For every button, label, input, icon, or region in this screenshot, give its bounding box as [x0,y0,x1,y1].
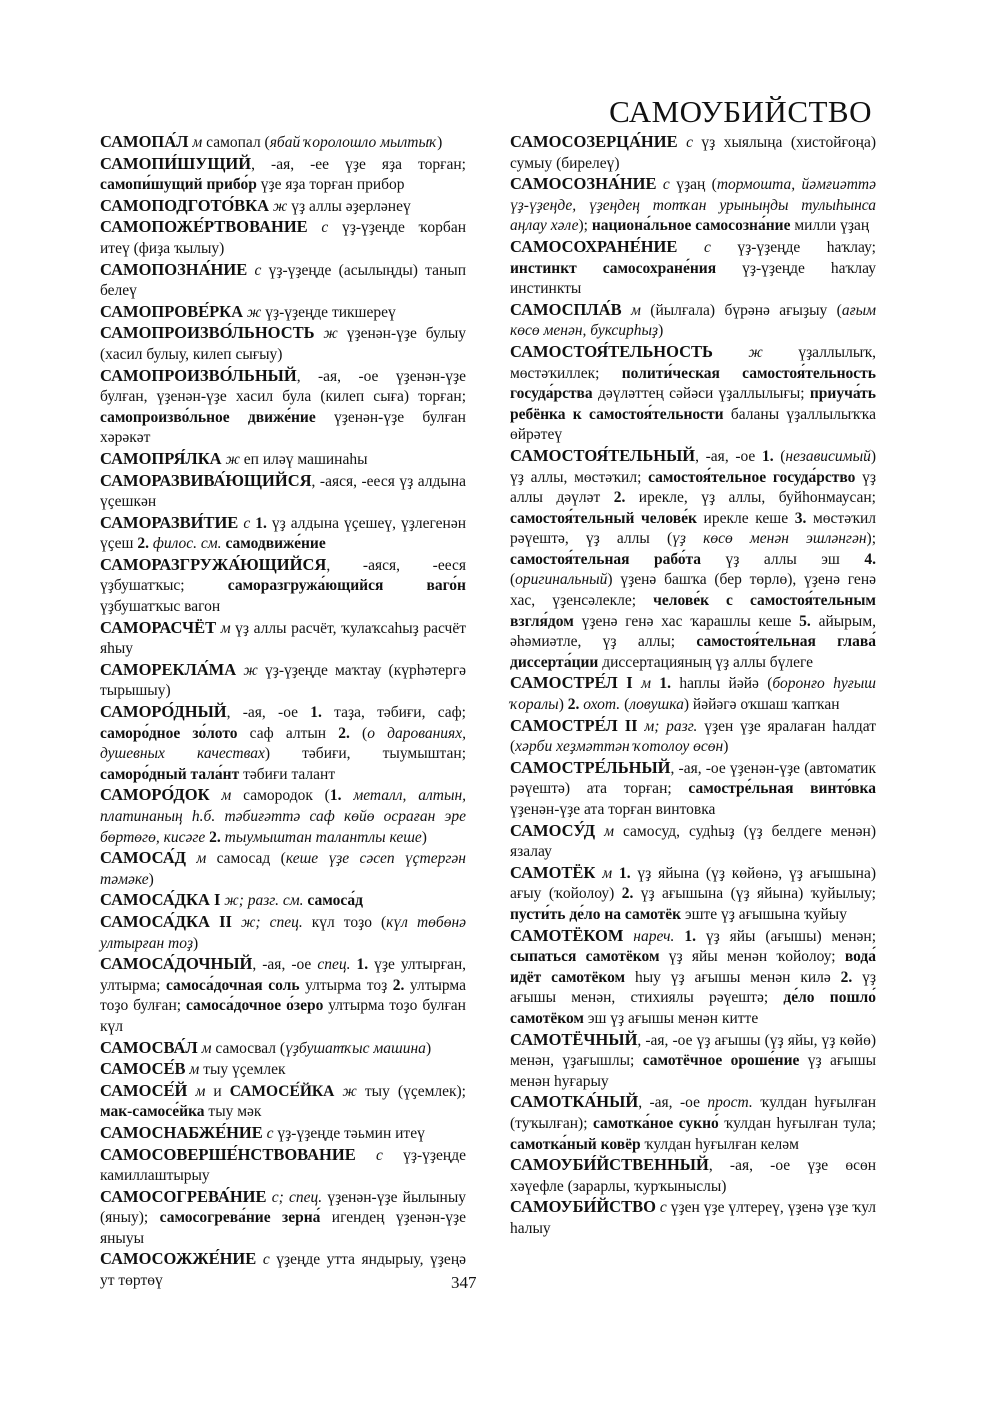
headword: САМОПОЗНА́НИЕ [100,259,248,279]
bold-phrase: 2. [613,489,626,507]
italic-label: м [187,1082,206,1100]
headword: САМОРЕКЛА́МА [100,659,237,679]
bold-phrase: самостоя́тельное госуда́рство [648,468,856,486]
dictionary-entry [100,1249,466,1291]
italic-label: прост. [707,1094,753,1112]
dictionary-entry [100,954,466,1037]
definition-text: эште үҙ ағышына ҡуйыу [681,905,847,923]
bold-phrase: саморо́дное зо́лото [100,724,238,742]
italic-label: ж [236,661,258,679]
dictionary-entry [510,673,876,715]
definition-text: и [205,1082,230,1100]
definition-text: эш үҙ ағышы менән китте [583,1009,759,1027]
bold-phrase: самоса́д [303,892,364,910]
italic-label: м [621,301,641,319]
definition-text: , -ая, -ое үҙ ағышы (үҙ яйы, үҙ көйө) менән, үҙағышлы; [510,1031,876,1070]
definition-text: үҙ ағышы менән, стихиялы рәүештә; [510,968,876,1007]
dictionary-entry [100,1038,466,1060]
headword: САМОСОХРАНЕ́НИЕ [510,236,678,256]
definition-text: үҙенән-үҙе булыу (хасил булыу, килеп сығыу) [100,325,466,363]
italic-label: м [209,787,232,805]
bold-phrase: самостоя́тельный челове́к [510,509,697,527]
italic-label: ж [334,1082,357,1100]
italic-label: ж [243,303,262,321]
definition-text: үҙ ағышы менән һуғарыу [510,1052,877,1090]
definition-text: игендең үҙенән-үҙе яныуы [100,1209,466,1247]
definition-text: ) [148,870,154,888]
italic-label: ж [314,325,338,343]
definition-text: ) [193,934,199,952]
dictionary-entry [100,660,466,702]
definition-text: үҙ аллы расчёт, ҡулаҡсаһыҙ расчёт яһыу [100,619,466,658]
definition-text: үҙ-үҙеңде камиллаштырыу [100,1146,466,1185]
definition-text: тыу (үҫемлек); [356,1082,466,1100]
dictionary-entry [100,366,466,449]
running-head: САМОУБИЙСТВО [609,94,872,129]
dictionary-entry [100,1145,466,1187]
headword: САМОТКА́НЫЙ [510,1092,639,1112]
italic-label: хәрби хеҙмәттән ҡотолоу өсөн [515,738,724,756]
dictionary-entry [510,926,876,1030]
italic-label: м [595,822,614,840]
italic-label: филос. см. [148,535,222,553]
definition-text: үҙен үҙе яралаған һалдат ( [510,717,876,756]
definition-text: , -ая, -ее үҙе яҙа торған; [251,155,466,173]
definition-text: , -ая, -ое [638,1094,708,1112]
dictionary-entry [100,132,466,154]
headword: САМОУБИ́ЙСТВЕННЫЙ [510,1155,709,1175]
bold-phrase: 2. [137,535,149,553]
dictionary-entry [100,513,466,555]
bold-phrase: 2. [567,696,580,714]
definition-text: үҙенән-үҙе ата торған винтовка [510,801,716,818]
bold-phrase: 1. [674,927,696,945]
dictionary-entry [100,323,466,365]
definition-text: үҙ алдына үҫешеү, үҙлегенән үҫеш [100,514,466,553]
headword: САМОСЕ́Й [100,1080,188,1100]
headword: САМОСУ́Д [510,820,596,840]
dictionary-entry [100,1187,466,1250]
italic-label: ябай ҡоролошло мылтыҡ [269,134,438,151]
definition-text: үҙ хыялыңа (хистойғоңа) сумыу (бирелеү) [510,134,876,172]
italic-label: с [677,238,711,256]
headword: САМОПИ́ШУЩИЙ [100,153,252,173]
italic-label: ж [269,197,288,215]
italic-label: с [355,1146,383,1164]
headword: САМОРАЗВИВА́ЮЩИЙСЯ [100,470,312,490]
definition-text: ); [578,217,592,235]
definition-text: , -аяся, -ееся үҙбушатҡыс; [100,556,466,595]
dictionary-entry [100,785,466,848]
definition-text: тәбиғи талант [239,765,336,783]
italic-label: с [262,1124,274,1142]
bold-phrase: самопи́шущий прибо́р [100,176,257,194]
italic-label: үҙ көсө менән эшләнгән [672,530,867,548]
italic-label: м [185,1061,200,1079]
dictionary-entry [100,471,466,513]
italic-label: м [188,134,203,151]
italic-label: оригинальный [515,571,608,589]
bold-phrase: 5. [799,612,811,630]
definition-text: ) [425,1039,432,1057]
definition-text: үҙ яйы (ағышы) менән; [695,927,876,945]
definition-text: ( [773,447,786,465]
bold-phrase: 1. [761,447,774,465]
headword: САМОПРЯ́ЛКА [100,448,222,468]
dictionary-entry [100,1123,466,1145]
bold-phrase: приуча́ть ребёнка к самостоя́тельности [510,385,876,423]
definition-text: һаплы йәйә ( [670,675,773,693]
definition-text: ҡулдан һуғылған (туҡылған); [510,1094,876,1132]
definition-text: үҙ-үҙеңде һаҡлау инстинкты [510,259,876,298]
headword: САМОСОЗНА́НИЕ [510,174,657,194]
dictionary-entry [510,716,876,758]
definition-text: ( [349,724,368,742]
headword: САМОСТРЕ́Л I [510,673,633,693]
definition-text: үҙ-үҙеңде (асылыңды) танып белеү [100,261,466,300]
headword: САМОПРОИЗВО́ЛЬНОСТЬ [100,323,315,343]
definition-text: самопал ( [202,134,270,151]
headword: САМОПРОИЗВО́ЛЬНЫЙ [100,365,297,385]
headword: САМОСОЖЖЕ́НИЕ [100,1249,257,1269]
bold-phrase: 4. [864,550,876,568]
dictionary-entry [510,1092,876,1155]
italic-label: с [656,176,670,194]
definition-text: саф алтын [237,724,339,742]
definition-text: үҙ-үҙеңде һаҡлау; [710,238,876,256]
definition-text: үҙ аллы эш [701,550,865,568]
headword: САМОСПЛА́В [510,299,622,319]
headword: САМОСТРЕ́Л II [510,715,638,735]
italic-label: ж; разг. см. [220,892,304,910]
definition-text: ултырма тоҙо булған күл [100,997,466,1035]
definition-text: ) йәйәгә оҡшаш ҡапҡан [683,696,840,714]
definition-text: , -ая, -ое [226,704,311,722]
dictionary-entry [100,302,466,324]
definition-text: ирекле, үҙ аллы, буйһонмаусан; [625,489,876,507]
bold-phrase: самоса́дочная соль [165,976,300,994]
italic-label: күл төбөнә ултырған тоҙ [100,913,467,952]
definition-text: үҙ-үҙеңде тикшереү [261,303,396,321]
italic-label: м [185,850,207,868]
bold-phrase: 2. [840,968,853,986]
definition-text: , -ая, -ое [252,956,318,974]
definition-text: ултырма тоҙ [299,976,393,994]
definition-text: милли үҙаң [790,217,870,235]
headword: САМОСОГРЕВА́НИЕ [100,1186,267,1206]
bold-phrase: де́ло пошло́ самотёком [510,989,876,1027]
right-column [510,132,876,1239]
italic-label: с [247,261,262,279]
italic-label: м; разг. [637,717,698,735]
headword: САМОРАЗВИ́ТИЕ [100,512,239,532]
bold-phrase: пусти́ть де́ло на самотёк [510,905,682,923]
dictionary-entry [100,555,466,618]
italic-label: м [197,1039,212,1057]
definition-text: ); [866,530,876,548]
definition-text: самосуд, судһыҙ (үҙ белдеге менән) язалау [510,822,876,861]
dictionary-entry [100,848,466,890]
definition-text: үҙ-үҙеңде маҡтау (күрһәтергә тырышыу) [100,661,466,700]
headword: САМОСА́ДКА II [100,911,232,931]
definition-text: үҙбушатҡыс вагон [100,598,221,616]
italic-label: м [595,864,613,882]
headword: САМОПА́Л [100,132,189,151]
bold-phrase: 1. [650,675,671,693]
bold-phrase: 1. [329,787,342,805]
bold-phrase: самостре́льная винто́вка [688,780,876,798]
headword: САМОУБИ́ЙСТВО [510,1197,656,1217]
definition-text: үҙ-үҙеңде тәьмин итеү [273,1124,425,1142]
definition-text: дәүләттең сәйәси үҙаллылығы; [592,385,810,403]
bold-phrase: самотка́ный ковёр [510,1135,641,1153]
definition-text: үҙ аллы әҙерләнеү [287,197,411,215]
italic-label: с [677,134,693,151]
headword: САМОСВА́Л [100,1037,198,1057]
definition-text: ( [620,696,630,714]
bold-phrase: мак-самосе́йка [100,1103,205,1121]
headword: САМОТЁКОМ [510,925,624,945]
dictionary-entry [100,196,466,218]
dictionary-entry [510,342,876,446]
bold-phrase: самотка́ное сукно́ [592,1114,719,1132]
definition-text: еп иләү машинаһы [239,450,368,468]
dictionary-entry [510,1197,876,1239]
definition-text: үҙ яйына (үҙ көйөнә, үҙ ағышына) ағыу (ҡойолоу) [510,864,876,903]
headword: САМОПОДГОТО́ВКА [100,195,270,215]
italic-label: ж [221,450,240,468]
definition-text: үҙе яҙа торған прибор [256,176,405,194]
dictionary-entry [510,758,876,821]
headword: САМОРО́ДОК [100,785,210,805]
italic-label: с; спец. [266,1188,323,1206]
definition-text: үҙенә генә хас ҡарашлы кеше [573,612,800,630]
headword: САМОРАЗГРУЖА́ЮЩИЙСЯ [100,554,327,574]
dictionary-entry [510,1155,876,1197]
headword: САМОТЁЧНЫЙ [510,1029,638,1049]
headword: САМОРО́ДНЫЙ [100,702,227,722]
dictionary-entry [510,300,876,342]
definition-text: самосад ( [206,850,286,868]
bold-phrase: самотёчное ороше́ние [642,1052,800,1070]
italic-label: м [216,619,231,637]
bold-phrase: национа́льное самосозна́ние [591,217,791,235]
headword: САМОСА́Д [100,848,186,868]
definition-text: айырым, әһәмиәтле, үҙ аллы; [510,612,877,651]
definition-text: күл тоҙо ( [302,913,387,931]
italic-label: кеше үҙе сәсеп үҫтергән тәмәке [100,850,467,888]
dictionary-entry [100,702,466,785]
italic-label: үҙбушатҡыс машина [285,1039,426,1057]
left-column [100,132,466,1292]
definition-text: , -ая, -ое үҙенән-үҙе булған, үҙенән-үҙе хасил була (килеп сыға) торған; [100,367,466,406]
dictionary-entry [510,446,876,674]
bold-phrase: самоса́дочное о́зеро [185,997,324,1015]
dictionary-entry [510,174,876,237]
dictionary-entry [510,132,876,174]
definition-text: , -ая, -ое үҙе өсөн хәүефле (зарарлы, ҡурҡыныслы) [510,1157,876,1195]
headword: САМОСОЗЕРЦА́НИЕ [510,132,678,151]
bold-phrase: 3. [794,509,807,527]
bold-phrase: самостоя́тельная глава́ диссерта́ции [510,633,877,671]
definition-text: үҙенән-үҙе булған хәрәкәт [100,408,466,447]
definition-text: самородок ( [231,787,330,805]
dictionary-entry [510,821,876,863]
headword: САМОСОВЕРШЕ́НСТВОВАНИЕ [100,1144,356,1164]
definition-text: ) [421,828,427,846]
italic-label: независимый [785,447,871,465]
italic-label: с [307,219,329,237]
headword: САМОСНАБЖЕ́НИЕ [100,1122,263,1142]
headword: САМОСЕ́В [100,1059,186,1079]
italic-label: тыумыштан талантлы кеше [220,828,422,846]
italic-label: боронғо һуғыш ҡоралы [510,675,876,714]
definition-text: ) [437,134,443,151]
dictionary-entry [100,618,466,660]
dictionary-entry [510,863,876,926]
bold-phrase: САМОСЕ́ЙКА [229,1082,335,1100]
bold-phrase: полити́ческая самостоя́тельность госуда́рства [510,364,876,403]
bold-phrase: 1. [612,864,631,882]
definition-text: ултырма тоҙо булған; [100,976,466,1015]
italic-label: тормошта, йәмғиәттә үҙ-үҙеңде, үҙеңдең тотҡан урыныңды тулыһынса аңлау хәле [510,176,876,235]
headword: САМОСТОЯ́ТЕЛЬНОСТЬ [510,341,713,361]
definition-text: үҙеңде утта яндырыу, үҙеңә ут төртөү [100,1251,466,1290]
dictionary-entry [100,912,466,954]
definition-text: ) үҙ аллы, мөстәҡил; [510,447,876,486]
definition-text: таҙа, тәбиғи, саф; [321,704,466,722]
definition-text: үҙен үҙе үлтереү, үҙенә үҙе ҡул һалыу [510,1199,876,1237]
definition-text: , -аяся, -ееся үҙ алдына үҫешкән [100,472,466,511]
headword: САМОПРОВЕ́РКА [100,301,244,321]
dictionary-entry [510,1030,876,1093]
headword: САМОРАСЧЁТ [100,617,217,637]
bold-phrase: челове́к с самостоя́тельным взгля́дом [510,592,876,630]
bold-phrase: инстинкт самосохране́ния [510,259,717,277]
definition-text: ) [723,738,729,756]
definition-text: үҙе ултырған, ултырма; [100,956,467,994]
dictionary-entry [100,217,466,259]
definition-text: үҙ аллы дәүләт [510,468,876,507]
italic-label: ж [712,343,763,361]
definition-text: , -ая, -ое үҙенән-үҙе (автоматик рәүештә) ата торған; [510,759,876,798]
italic-label: ловушка [629,696,684,714]
definition-text: үҙаллылыҡ, мөстәҡиллек; [510,343,876,382]
definition-text: самосвал ( [211,1039,286,1057]
definition-text: һыу үҙ ағышы менән килә [625,968,841,986]
definition-text: үҙенән-үҙе йылыныу (яныу); [100,1188,466,1227]
definition-text: ) [658,322,664,340]
definition-text: диссертацияның үҙ аллы бүлеге [598,653,814,671]
definition-text: үҙ яйы менән ҡойолоу; [659,948,845,966]
definition-text: ҡулдан һуғылған тула; [718,1114,876,1132]
italic-label: м [632,675,651,693]
italic-label: о дарованиях, душевных качествах [100,724,466,763]
definition-text: ҡулдан һуғылған келәм [640,1135,799,1153]
definition-text: тыу мәк [204,1103,262,1121]
definition-text: ) үҙенә башҡа (бер төрлө), үҙенә генә хас, үҙенсәлекле; [510,571,876,610]
bold-phrase: 2. [392,976,405,994]
dictionary-entry [100,1081,466,1123]
headword: САМОСА́ДОЧНЫЙ [100,954,253,974]
definition-text: тыу үҫемлек [199,1061,286,1079]
italic-label: с [256,1251,270,1269]
bold-phrase: саморазгружа́ющийся ваго́н [227,577,466,595]
dictionary-entry [100,154,466,196]
bold-phrase: 1. [310,704,322,722]
definition-text: ирекле кеше [696,509,795,527]
dictionary-entry [100,1059,466,1081]
headword: САМОСА́ДКА I [100,890,221,910]
bold-phrase: вода́ идёт самотёком [510,948,876,986]
definition-text: үҙ-үҙеңде ҡорбан итеү (фиҙа ҡылыу) [100,219,466,257]
bold-phrase: 2. [205,828,221,846]
italic-label: металл, алтын, платинаның һ.б. тәбиғәттә саф көйө осраған эре бөртөгө, кисәге [100,787,467,846]
italic-label: с [655,1199,667,1217]
italic-label: спец. [317,956,351,974]
headword: САМОСТОЯ́ТЕЛЬНЫЙ [510,445,696,465]
italic-label: с [238,514,251,532]
headword: САМОПОЖЕ́РТВОВАНИЕ [100,217,308,237]
definition-text: үҙаң ( [669,176,717,194]
definition-text: үҙ ағышына (үҙ яйына) ҡуйылыу; [633,885,876,903]
bold-phrase: самодвиже́ние [221,535,326,553]
italic-label: ж; спец. [231,913,303,931]
definition-text: ) [558,696,568,714]
italic-label: охот. [579,696,621,714]
bold-phrase: самопроизво́льное движе́ние [100,408,316,426]
bold-phrase: самосогрева́ние зерна́ [159,1209,321,1227]
definition-text: (йылғала) бүрәнә ағыҙыу ( [640,301,842,319]
dictionary-entry [100,890,466,912]
italic-label: нареч. [623,927,675,945]
definition-text: баланы үҙаллылыҡҡа өйрәтеү [510,405,876,444]
dictionary-entry [100,449,466,471]
bold-phrase: сыпаться самотёком [510,948,660,966]
bold-phrase: 2. [621,885,634,903]
dictionary-entry [100,260,466,302]
definition-text: ( [510,571,516,589]
headword: САМОТЁК [510,862,596,882]
bold-phrase: 2. [338,724,350,742]
definition-text: ) тәбиғи, тыумыштан; [264,745,466,763]
dictionary-entry [510,237,876,300]
italic-label: ағым көсө менән, буксирһыҙ [510,301,876,340]
bold-phrase: саморо́дный тала́нт [100,765,240,783]
definition-text: , -ая, -ое [695,447,762,465]
bold-phrase: 1. [250,514,267,532]
bold-phrase: самостоя́тельная рабо́та [510,550,702,568]
definition-text: мөстәҡил рәүештә, үҙ аллы ( [510,509,876,548]
headword: САМОСТРЕ́ЛЬНЫЙ [510,757,671,777]
page-number: 347 [451,1273,477,1292]
bold-phrase: 1. [350,956,369,974]
